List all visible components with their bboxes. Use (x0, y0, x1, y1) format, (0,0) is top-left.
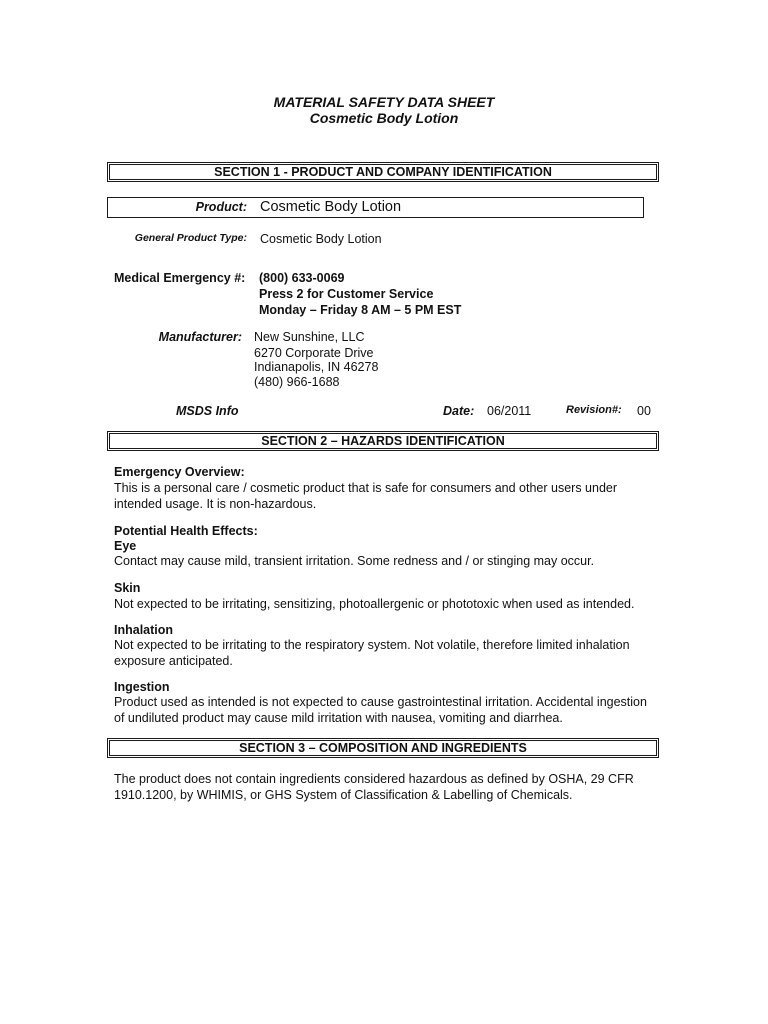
ingestion-text: Product used as intended is not expected to cause gastrointestinal irritation. Accidental ingestion of undiluted product may cause mild irritation with nausea, vomiting and diarrhea. (114, 695, 647, 725)
product-label: Product: (195, 200, 247, 214)
manufacturer-city: Indianapolis, IN 46278 (254, 360, 379, 374)
medical-emergency-label: Medical Emergency #: (114, 271, 246, 285)
ingestion-label: Ingestion (114, 680, 170, 694)
general-type-label: General Product Type: (134, 232, 247, 244)
health-effects-label: Potential Health Effects: (114, 524, 258, 538)
msds-info-label: MSDS Info (176, 404, 239, 418)
revision-label: Revision#: (566, 404, 622, 416)
manufacturer-street: 6270 Corporate Drive (254, 346, 374, 360)
manufacturer-label: Manufacturer: (158, 330, 242, 344)
general-type-value: Cosmetic Body Lotion (260, 232, 382, 246)
emergency-overview-label: Emergency Overview: (114, 465, 245, 479)
revision-value: 00 (637, 404, 651, 418)
skin-label: Skin (114, 581, 141, 595)
skin-text: Not expected to be irritating, sensitizing, photoallergenic or phototoxic when used as intended. (114, 597, 635, 611)
document-title: MATERIAL SAFETY DATA SHEET (273, 94, 495, 110)
inhalation-text: Not expected to be irritating to the respiratory system. Not volatile, therefore limited inhalation exposure anticipated. (114, 638, 630, 668)
date-value: 06/2011 (487, 404, 532, 418)
manufacturer-name: New Sunshine, LLC (254, 330, 365, 344)
composition-text: The product does not contain ingredients considered hazardous as defined by OSHA, 29 CFR 1910.1200, by WHIMIS, or GHS System of Classification & Labelling of Chemicals. (114, 772, 634, 802)
manufacturer-phone: (480) 966-1688 (254, 375, 340, 389)
eye-text: Contact may cause mild, transient irritation. Some redness and / or stinging may occur. (114, 554, 595, 568)
date-label: Date: (443, 404, 475, 418)
section-2-heading: SECTION 2 – HAZARDS IDENTIFICATION (107, 431, 659, 451)
medical-service-line: Press 2 for Customer Service (259, 287, 434, 301)
product-value: Cosmetic Body Lotion (260, 199, 402, 215)
section-1-heading: SECTION 1 - PRODUCT AND COMPANY IDENTIFICATION (107, 162, 659, 182)
eye-label: Eye (114, 539, 137, 553)
section-3-heading: SECTION 3 – COMPOSITION AND INGREDIENTS (107, 738, 659, 758)
document-subtitle: Cosmetic Body Lotion (309, 110, 459, 126)
medical-hours-line: Monday – Friday 8 AM – 5 PM EST (259, 303, 462, 317)
emergency-overview-text: This is a personal care / cosmetic product that is safe for consumers and other users under intended usage. It is non-hazardous. (114, 481, 618, 511)
inhalation-label: Inhalation (114, 623, 174, 637)
medical-phone: (800) 633-0069 (259, 271, 345, 285)
